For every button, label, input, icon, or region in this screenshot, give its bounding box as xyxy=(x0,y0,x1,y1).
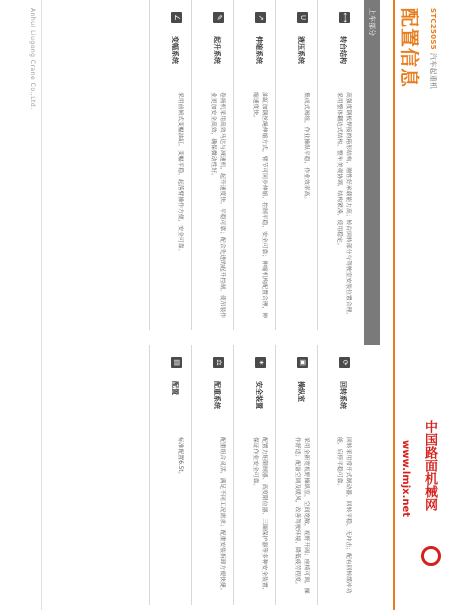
luffing-icon: ∠ xyxy=(171,12,182,23)
page-title: 配置信息 xyxy=(398,8,420,89)
spec-row xyxy=(148,345,190,605)
row-divider xyxy=(317,0,318,330)
spec-row xyxy=(190,0,232,330)
spec-row xyxy=(232,0,274,330)
section-label: 上车部分 xyxy=(368,8,376,36)
spec-name: 伸缩系统 xyxy=(255,36,263,64)
spec-description: 卷扬机采用高效马达与减速机，起升速度快，平稳可靠；配合先进的起升控制，使吊装作业更加安全高效，确保微动性好。 xyxy=(210,92,225,319)
spec-description: 回转采用常开式制动器，回转平稳，无冲击；配有回转缓冲功能，启停平稳可靠。 xyxy=(336,437,351,594)
watermark-logo-icon xyxy=(421,546,441,566)
hydraulic-icon: U xyxy=(297,12,308,23)
spec-name: 操纵室 xyxy=(297,381,305,402)
row-divider xyxy=(233,345,234,605)
spec-row xyxy=(274,345,316,605)
row-divider xyxy=(149,345,150,605)
spec-name: 安全装置 xyxy=(255,381,263,409)
row-divider xyxy=(275,345,276,605)
spec-description: 集成式阀组，作业操纵平稳，作业效率高。 xyxy=(303,92,309,203)
spec-name: 变幅系统 xyxy=(171,36,179,64)
telescoping-icon: ↗ xyxy=(255,12,266,23)
brand-label xyxy=(428,8,438,89)
spec-name: 配置 xyxy=(171,381,179,395)
safety-icon: ✶ xyxy=(255,357,266,368)
section-band xyxy=(364,0,380,345)
brand-model: STC250S5 xyxy=(429,8,437,50)
spec-row xyxy=(316,345,358,605)
hoist-icon: ✎ xyxy=(213,12,224,23)
row-divider xyxy=(317,345,318,605)
config-icon: ▤ xyxy=(171,357,182,368)
watermark-text: 中国路面机械网 xyxy=(422,420,437,511)
spec-name: 转台结构 xyxy=(339,36,347,64)
spec-name: 回转系统 xyxy=(339,381,347,409)
slewing-icon: ⟳ xyxy=(339,357,350,368)
turntable-icon: ⟷ xyxy=(341,12,349,23)
spec-description: 油缸加钢丝绳伸缩方式，臂节可同步伸缩，控制平稳，安全可靠；伸缩机构配置合理，伸缩速度快。 xyxy=(252,92,267,319)
spec-row xyxy=(190,345,232,605)
spec-description: 配置力矩限制器、高度限位器、三圈保护器等多种安全装置，保证作业安全可靠。 xyxy=(252,437,267,594)
cab-icon: ▣ xyxy=(297,357,308,368)
brand-type: 汽车起重机 xyxy=(429,52,437,90)
spec-description: 配重组合灵活，满足不同工况需求；配重安装拆卸方便快捷。 xyxy=(219,437,225,594)
spec-row xyxy=(316,0,358,330)
row-divider xyxy=(191,345,192,605)
spec-name: 起升系统 xyxy=(213,36,221,64)
row-divider xyxy=(191,0,192,330)
row-divider xyxy=(275,0,276,330)
row-divider xyxy=(233,0,234,330)
spec-name: 液压系统 xyxy=(297,36,305,64)
spec-description: 高强度钢板焊接的箱形结构，刚性好承载能力高；转台回转部分与驾驶室安装位置合理，采用整体翻边式结构，整车美观协调，结构紧凑，使用稳定。 xyxy=(336,92,351,319)
row-divider xyxy=(149,0,150,330)
footer-rule xyxy=(41,0,42,610)
spec-description: 采用全新宽视野操纵室，空间宽敞，视野开阔；座椅可调，操作舒适；配备空调及暖风，改善驾驶环境，降低疲劳程度。 xyxy=(294,437,309,594)
spec-name: 配重系统 xyxy=(213,381,221,409)
title-rule xyxy=(393,0,395,610)
spec-row xyxy=(232,345,274,605)
counterweight-icon: ⚖ xyxy=(213,357,224,368)
spec-description: 标准配置6.5t。 xyxy=(177,437,183,478)
spec-row xyxy=(148,0,190,330)
watermark-url: www.lmjx.net xyxy=(400,440,411,518)
company-footer: Anhui Liugong Crane Co.,Ltd. xyxy=(29,8,36,110)
spec-row xyxy=(274,0,316,330)
spec-description: 采用前倾式变幅油缸，变幅平稳，起落臂操作方便，安全可靠。 xyxy=(177,92,183,255)
